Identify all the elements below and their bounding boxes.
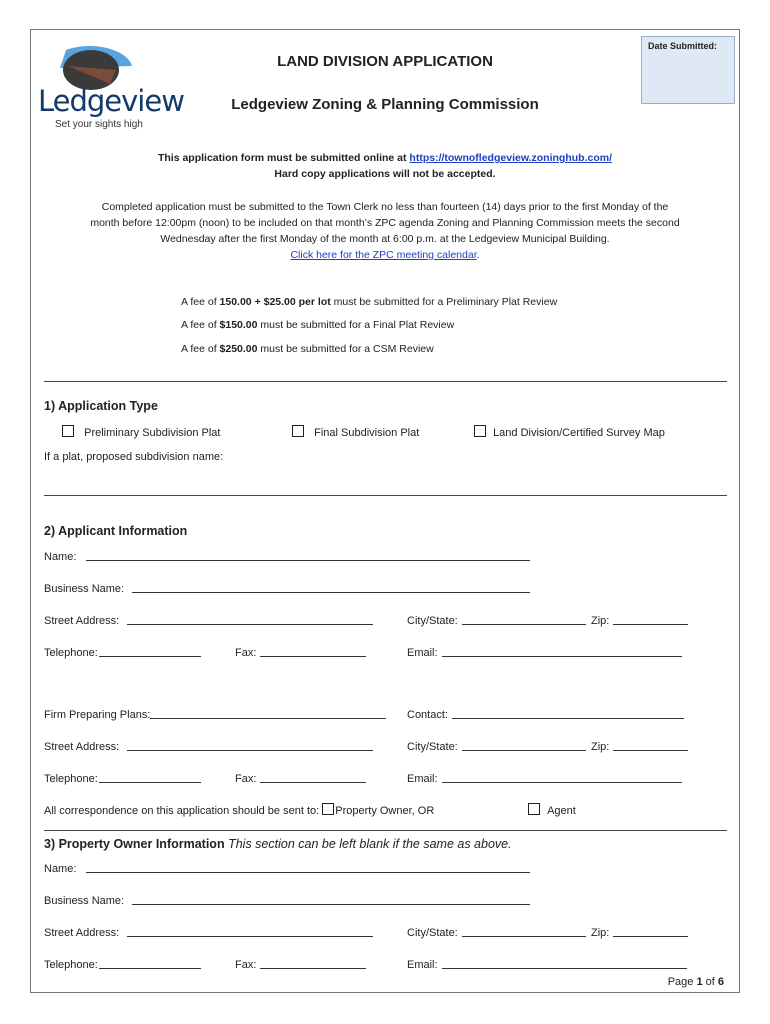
agent-checkbox[interactable] <box>528 803 540 815</box>
fee-prefix: A fee of <box>181 343 220 355</box>
page-current: 1 <box>696 976 703 988</box>
fee-final <box>181 319 454 331</box>
online-note-text: This application form must be submitted online at <box>157 152 410 164</box>
page-total: 6 <box>717 976 724 988</box>
fee-preliminary <box>181 296 557 308</box>
firm-street-field[interactable] <box>44 740 373 753</box>
field-label: Email: <box>407 647 438 659</box>
field-line[interactable] <box>442 646 682 657</box>
owner-option-label: Property Owner, OR <box>335 805 435 817</box>
fee-suffix: must be submitted for a Preliminary Plat Review <box>330 296 558 308</box>
firm-phone-field[interactable] <box>44 772 201 785</box>
field-label: Name: <box>44 551 77 563</box>
field-line[interactable] <box>86 550 530 561</box>
option-csm[interactable] <box>474 425 665 439</box>
field-label: Street Address: <box>44 741 120 753</box>
owner-name-field[interactable] <box>44 862 530 875</box>
field-label: Email: <box>407 773 438 785</box>
field-label: Telephone: <box>44 959 98 971</box>
field-line[interactable] <box>452 708 684 719</box>
owner-phone-field[interactable] <box>44 958 201 971</box>
logo-tagline: Set your sights high <box>55 119 143 130</box>
field-line[interactable] <box>613 614 688 625</box>
field-line[interactable] <box>462 614 586 625</box>
applicant-name-field[interactable] <box>44 550 530 563</box>
field-label: Business Name: <box>44 583 125 595</box>
page-title: LAND DIVISION APPLICATION <box>277 53 493 70</box>
field-line[interactable] <box>127 614 373 625</box>
field-label: Zip: <box>591 741 610 753</box>
field-label: City/State: <box>407 741 458 753</box>
online-submission-note <box>40 152 730 164</box>
section-3-title <box>44 837 512 851</box>
fee-amount: $250.00 <box>219 343 258 355</box>
field-line[interactable] <box>260 958 366 969</box>
firm-contact-field[interactable] <box>407 708 684 721</box>
field-label: Fax: <box>235 647 257 659</box>
fee-suffix: must be submitted for a Final Plat Review <box>257 319 455 331</box>
applicant-city-field[interactable] <box>407 614 586 627</box>
page-of: of <box>702 976 718 988</box>
field-line[interactable] <box>127 926 373 937</box>
applicant-fax-field[interactable] <box>235 646 366 659</box>
fee-amount: $150.00 <box>219 319 258 331</box>
owner-city-field[interactable] <box>407 926 586 939</box>
fee-prefix: A fee of <box>181 296 220 308</box>
field-label: Firm Preparing Plans: <box>44 709 151 721</box>
section-divider <box>44 495 727 496</box>
field-line[interactable] <box>613 926 688 937</box>
field-line[interactable] <box>99 958 201 969</box>
fee-suffix: must be submitted for a CSM Review <box>257 343 434 355</box>
calendar-period: . <box>476 249 480 261</box>
deadline-para-line-3: Wednesday after the first Monday of the month at 6:00 p.m. at the Ledgeview Municipal Building. <box>160 233 610 245</box>
logo-wordmark: Ledgeview <box>38 84 184 118</box>
applicant-business-field[interactable] <box>44 582 530 595</box>
option-preliminary-plat[interactable] <box>62 425 220 439</box>
field-label: Street Address: <box>44 615 120 627</box>
field-label: Name: <box>44 863 77 875</box>
field-label: Street Address: <box>44 927 120 939</box>
field-line[interactable] <box>442 772 682 783</box>
section-1-title: 1) Application Type <box>44 399 158 413</box>
zpc-calendar-link[interactable]: Click here for the ZPC meeting calendar <box>290 249 477 261</box>
page-number <box>668 976 724 988</box>
field-label: Fax: <box>235 773 257 785</box>
firm-field[interactable] <box>44 708 386 721</box>
field-label: Contact: <box>407 709 448 721</box>
field-label: Zip: <box>591 927 610 939</box>
checkbox[interactable] <box>474 425 486 437</box>
option-label: Preliminary Subdivision Plat <box>84 427 221 439</box>
option-final-plat[interactable] <box>292 425 419 439</box>
field-line[interactable] <box>613 740 688 751</box>
firm-fax-field[interactable] <box>235 772 366 785</box>
date-submitted-label: Date Submitted: <box>648 41 718 51</box>
field-label: Business Name: <box>44 895 125 907</box>
date-submitted-box[interactable] <box>641 36 735 104</box>
section-2-title: 2) Applicant Information <box>44 524 188 538</box>
fee-amount: 150.00 + $25.00 per lot <box>219 296 331 308</box>
field-line[interactable] <box>442 958 687 969</box>
correspondence-row <box>44 803 434 817</box>
field-line[interactable] <box>99 646 201 657</box>
page-prefix: Page <box>667 976 697 988</box>
firm-email-field[interactable] <box>407 772 682 785</box>
owner-checkbox[interactable] <box>322 803 334 815</box>
field-label: City/State: <box>407 615 458 627</box>
agent-option-label: Agent <box>547 805 576 817</box>
owner-street-field[interactable] <box>44 926 373 939</box>
field-line[interactable] <box>462 740 586 751</box>
option-label: Land Division/Certified Survey Map <box>493 427 665 439</box>
section-divider <box>44 381 727 382</box>
field-line[interactable] <box>132 582 530 593</box>
firm-city-field[interactable] <box>407 740 586 753</box>
applicant-phone-field[interactable] <box>44 646 201 659</box>
field-label: Email: <box>407 959 438 971</box>
owner-fax-field[interactable] <box>235 958 366 971</box>
field-label: City/State: <box>407 927 458 939</box>
fee-csm <box>181 343 434 355</box>
field-label: Telephone: <box>44 773 98 785</box>
fee-prefix: A fee of <box>181 319 220 331</box>
checkbox[interactable] <box>292 425 304 437</box>
zoninghub-link[interactable]: https://townofledgeview.zoninghub.com/ <box>409 152 613 164</box>
firm-zip-field[interactable] <box>591 740 688 753</box>
field-line[interactable] <box>127 740 373 751</box>
owner-business-field[interactable] <box>44 894 530 907</box>
field-line[interactable] <box>150 708 386 719</box>
correspondence-label: All correspondence on this application should be sent to: <box>44 805 320 817</box>
calendar-line <box>40 249 730 261</box>
section-3-note: This section can be left blank if the same as above. <box>228 837 512 851</box>
applicant-email-field[interactable] <box>407 646 682 659</box>
field-line[interactable] <box>99 772 201 783</box>
agent-option[interactable] <box>528 803 576 817</box>
section-3-heading: 3) Property Owner Information <box>44 837 225 851</box>
field-line[interactable] <box>260 646 366 657</box>
option-label: Final Subdivision Plat <box>314 427 420 439</box>
field-label: Zip: <box>591 615 610 627</box>
checkbox[interactable] <box>62 425 74 437</box>
plat-name-label: If a plat, proposed subdivision name: <box>44 451 224 463</box>
field-label: Fax: <box>235 959 257 971</box>
deadline-para-line-1: Completed application must be submitted to the Town Clerk no less than fourteen (14) days prior to the first Monday of the <box>101 201 669 213</box>
field-label: Telephone: <box>44 647 98 659</box>
applicant-street-field[interactable] <box>44 614 373 627</box>
field-line[interactable] <box>86 862 530 873</box>
applicant-zip-field[interactable] <box>591 614 688 627</box>
page-subtitle: Ledgeview Zoning & Planning Commission <box>231 96 539 113</box>
field-line[interactable] <box>132 894 530 905</box>
owner-email-field[interactable] <box>407 958 687 971</box>
field-line[interactable] <box>260 772 366 783</box>
field-line[interactable] <box>462 926 586 937</box>
owner-zip-field[interactable] <box>591 926 688 939</box>
hard-copy-note: Hard copy applications will not be accepted. <box>274 168 496 180</box>
deadline-para-line-2: month before 12:00pm (noon) to be included on that month’s ZPC agenda Zoning and Planning Commission meets the second <box>90 217 680 229</box>
section-divider <box>44 830 727 831</box>
